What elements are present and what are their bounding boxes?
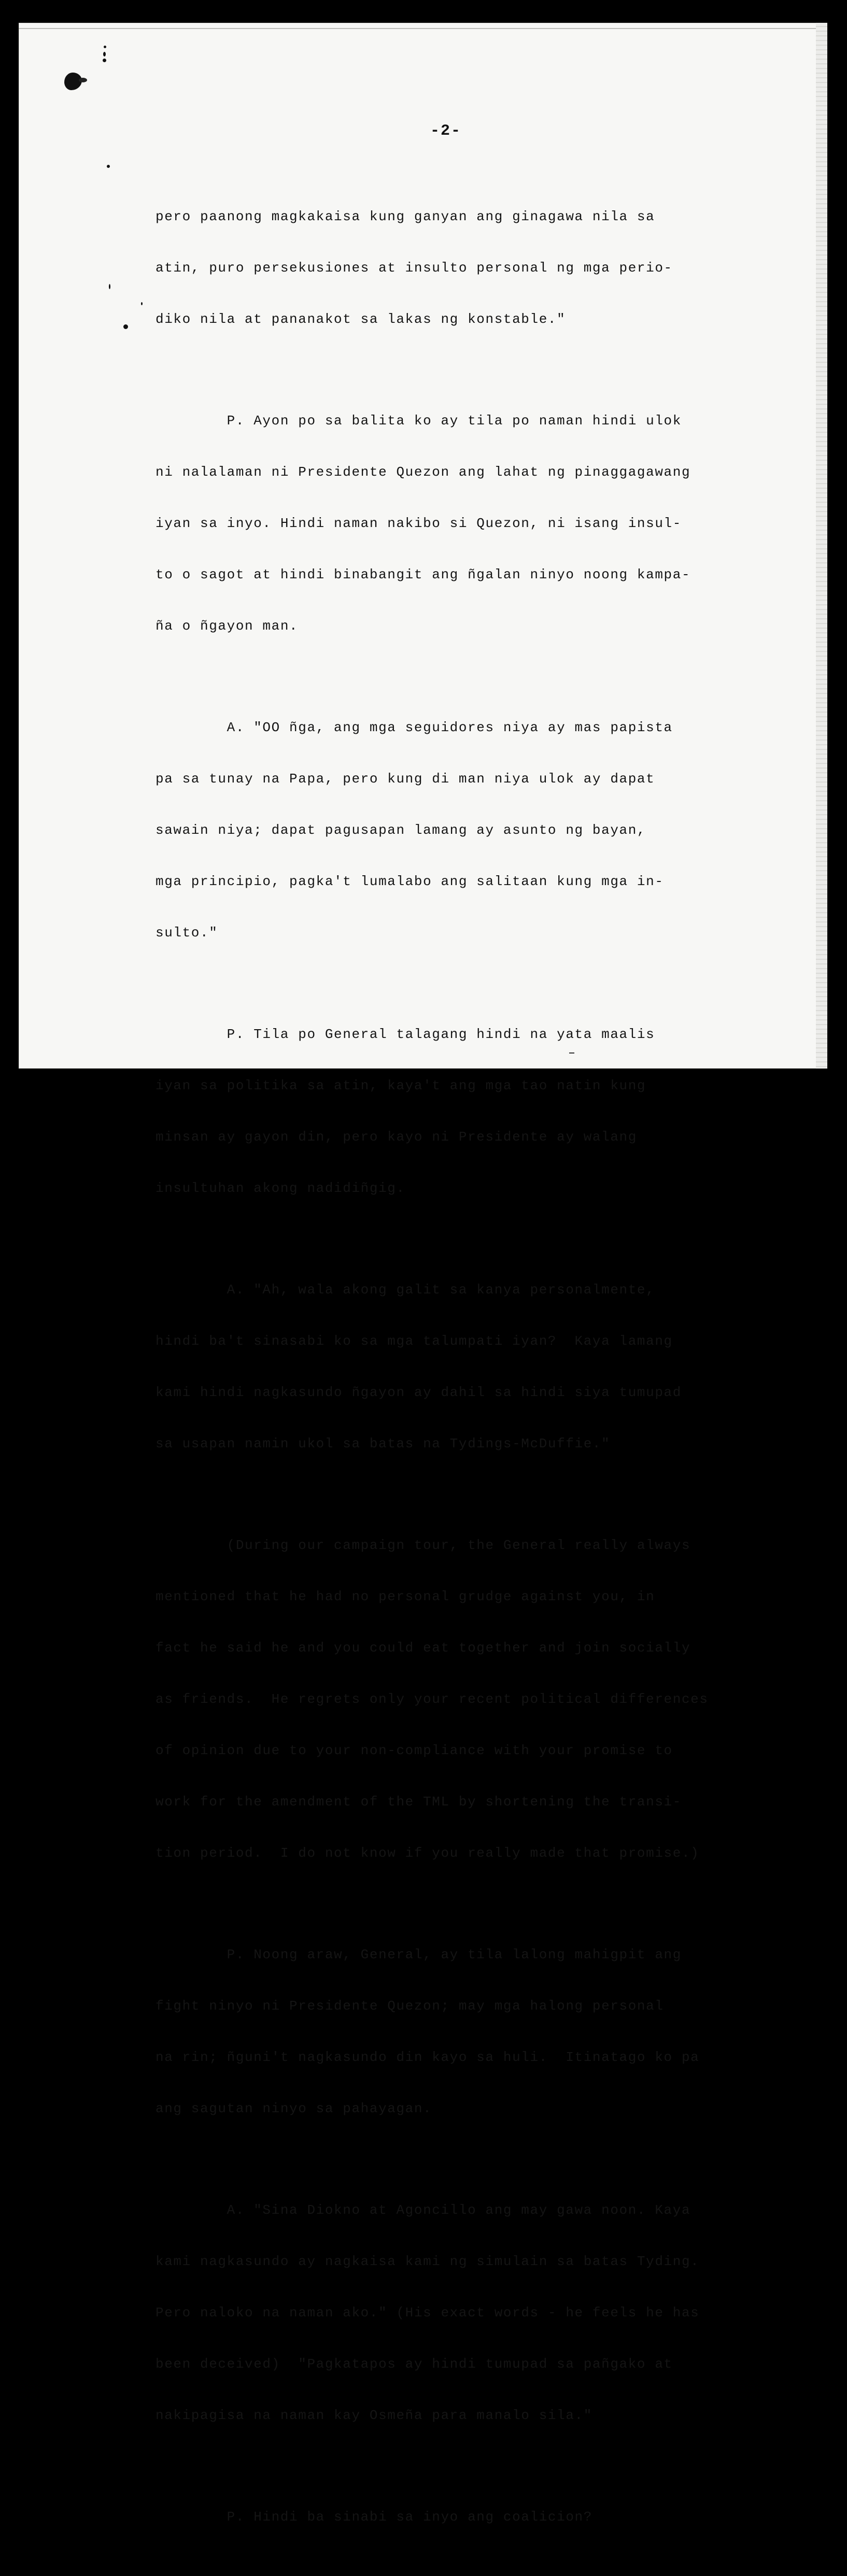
paragraph	[156, 2168, 788, 2458]
text-line: ni nalalaman ni Presidente Quezon ang lahat ng pinaggagawang	[156, 464, 691, 480]
text-line: fight ninyo ni Presidente Quezon; may mga halong personal	[156, 1998, 664, 2014]
paragraph	[156, 1247, 788, 1487]
text-line: minsan ay gayon din, pero kayo ni Presidente ay walang	[156, 1129, 637, 1145]
text-line: tion period. I do not know if you really made that promise.)	[156, 1845, 700, 1861]
text-line: nakipagisa na naman kay Osmeña para manalo sila."	[156, 2408, 592, 2423]
page-number: -2-	[430, 122, 462, 140]
margin-dot	[107, 165, 110, 168]
text-line: kami nagkasundo ay nagkaisa kami ng simulain sa batas Tyding.	[156, 2254, 700, 2269]
text-line: to o sagot at hindi binabangit ang ñgalan ninyo noong kampa-	[156, 567, 691, 582]
text-line: fact he said he and you could eat together and join socially	[156, 1640, 691, 1656]
text-line: A. "OO ñga, ang mga seguidores niya ay mas papista	[156, 720, 673, 735]
text-line: P. Hindi ba sinabi sa inyo ang coalicion?	[156, 2509, 592, 2525]
text-line: iyan sa inyo. Hindi naman nakibo si Quezon, ni isang insul-	[156, 516, 682, 531]
paper-top-edge	[19, 28, 827, 29]
paragraph	[156, 174, 788, 362]
text-line: ña o ñgayon man.	[156, 618, 299, 634]
paragraph	[156, 685, 788, 976]
paragraph	[156, 1912, 788, 2152]
text-line: been deceived) "Pagkatapos ay hindi tumupad sa pañgako at	[156, 2356, 673, 2372]
text-line: pero paanong magkakaisa kung ganyan ang ginagawa nila sa	[156, 209, 655, 224]
text-line: P. Noong araw, General, ay tila lalong mahigpit ang	[156, 1947, 682, 1962]
margin-dot	[104, 46, 106, 48]
text-line: work for the amendment of the TML by shortening the transi-	[156, 1794, 682, 1810]
margin-dot	[103, 52, 106, 56]
text-line: as friends. He regrets only your recent political differences	[156, 1691, 709, 1707]
margin-dot	[123, 324, 128, 329]
text-line: diko nila at pananakot sa lakas ng konstable."	[156, 311, 566, 327]
bottom-dash-mark	[569, 1052, 574, 1054]
text-line: sawain niya; dapat pagusapan lamang ay asunto ng bayan,	[156, 822, 646, 838]
text-line: ang sagutan ninyo sa pahayagan.	[156, 2101, 432, 2116]
margin-dot	[103, 59, 106, 62]
text-line: hindi ba't sinasabi ko sa mga talumpati iyan? Kaya lamang	[156, 1333, 673, 1349]
text-line: A. "Sina Diokno at Agoncillo ang may gawa noon. Kaya	[156, 2202, 691, 2218]
text-line: mga principio, pagka't lumalabo ang salitaan kung mga in-	[156, 874, 664, 889]
paragraph	[156, 992, 788, 1231]
ink-blot	[79, 78, 87, 82]
text-line: pa sa tunay na Papa, pero kung di man niya ulok ay dapat	[156, 771, 655, 787]
text-line: iyan sa politika sa atin, kaya't ang mga tao natin kung	[156, 1078, 646, 1093]
paper-right-edge	[816, 23, 827, 1069]
text-line: P. Tila po General talagang hindi na yata maalis	[156, 1027, 655, 1042]
typed-letter-body	[156, 174, 788, 2576]
text-line: insultuhan akong nadidiñgig.	[156, 1180, 405, 1196]
text-line: sa usapan namin ukol sa batas na Tydings-McDuffie."	[156, 1436, 611, 1451]
text-line: mentioned that he had no personal grudge against you, in	[156, 1589, 655, 1604]
text-line: Pero naloko na naman ako." (His exact words - he feels he has	[156, 2305, 700, 2321]
margin-dot	[109, 284, 110, 289]
text-line: A. "Ah, wala akong galit sa kanya personalmente,	[156, 1282, 655, 1298]
text-line: of opinion due to your non-compliance with your promise to	[156, 1743, 673, 1758]
text-line: kami hindi nagkasundo ñgayon ay dahil sa hindi siya tumupad	[156, 1385, 682, 1400]
paragraph	[156, 2474, 788, 2560]
margin-dot	[141, 302, 143, 305]
text-line: P. Ayon po sa balita ko ay tila po naman hindi ulok	[156, 413, 682, 429]
text-line: (During our campaign tour, the General really always	[156, 1538, 691, 1553]
text-line: na rin; ñguni't nagkasundo din kayo sa huli. Itinatago ko pa	[156, 2050, 700, 2065]
text-line: atin, puro persekusiones at insulto personal ng mga perio-	[156, 260, 673, 276]
paragraph	[156, 1503, 788, 1896]
text-line: sulto."	[156, 925, 218, 941]
paragraph	[156, 378, 788, 669]
